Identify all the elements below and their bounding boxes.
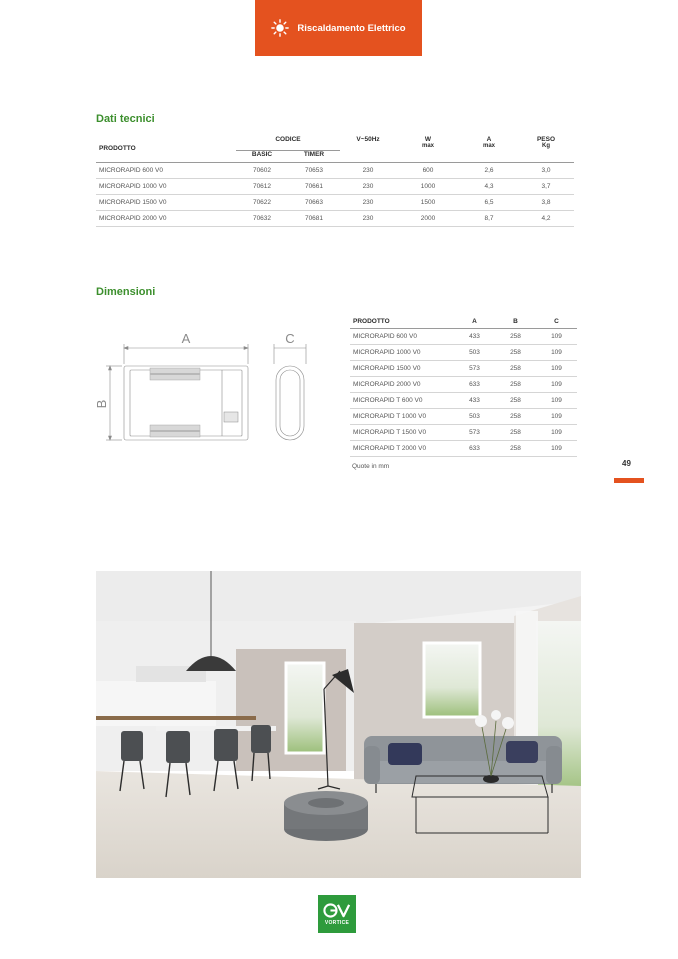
cell-b: 258 <box>495 392 536 408</box>
vortice-logo-mark <box>323 902 351 919</box>
col-header-ampere <box>460 136 518 162</box>
tech-data-table <box>96 136 574 227</box>
cell-a: 573 <box>454 424 495 440</box>
cell-product: MICRORAPID 2000 V0 <box>350 376 454 392</box>
drawing-label-b: B <box>94 399 109 409</box>
col-header-watt <box>396 136 460 162</box>
table-row <box>96 178 574 194</box>
table-row <box>350 360 577 376</box>
cell-a: 433 <box>454 392 495 408</box>
dim-col-header-b: B <box>495 316 536 328</box>
cell-product: MICRORAPID T 2000 V0 <box>350 440 454 456</box>
table-row <box>350 440 577 456</box>
col-header-voltage: V~50Hz <box>340 136 396 162</box>
col-header-watt-sub: max <box>421 143 434 149</box>
dim-col-header-a: A <box>454 316 495 328</box>
cell-watt: 1000 <box>396 178 460 194</box>
table-row <box>350 424 577 440</box>
cell-a: 503 <box>454 408 495 424</box>
cell-c: 109 <box>536 424 577 440</box>
cell-voltage: 230 <box>340 194 396 210</box>
cell-b: 258 <box>495 440 536 456</box>
cell-product: MICRORAPID 1000 V0 <box>350 344 454 360</box>
cell-product: MICRORAPID T 1000 V0 <box>350 408 454 424</box>
dim-col-header-product: PRODOTTO <box>350 316 454 328</box>
vortice-logo <box>318 895 356 933</box>
cell-a: 633 <box>454 440 495 456</box>
dimension-drawing <box>96 328 316 448</box>
cell-basic: 70632 <box>236 210 288 226</box>
cell-b: 258 <box>495 360 536 376</box>
cell-watt: 1500 <box>396 194 460 210</box>
drawing-label-a: A <box>181 331 191 346</box>
table-row <box>350 376 577 392</box>
col-header-ampere-sub: max <box>482 143 495 149</box>
col-header-code: CODICE <box>236 136 340 150</box>
cell-ampere: 4,3 <box>460 178 518 194</box>
cell-c: 109 <box>536 360 577 376</box>
table-row <box>350 328 577 344</box>
cell-product: MICRORAPID 1000 V0 <box>96 178 236 194</box>
cell-basic: 70612 <box>236 178 288 194</box>
cell-product: MICRORAPID T 600 V0 <box>350 392 454 408</box>
cell-a: 633 <box>454 376 495 392</box>
cell-weight: 3,0 <box>518 162 574 178</box>
cell-c: 109 <box>536 440 577 456</box>
cell-watt: 2000 <box>396 210 460 226</box>
cell-basic: 70622 <box>236 194 288 210</box>
cell-c: 109 <box>536 344 577 360</box>
dimensions-note: Quote in mm <box>352 463 390 470</box>
col-header-ampere-label: A <box>486 136 492 143</box>
cell-basic: 70602 <box>236 162 288 178</box>
cell-b: 258 <box>495 344 536 360</box>
cell-c: 109 <box>536 376 577 392</box>
cell-b: 258 <box>495 376 536 392</box>
col-header-watt-label: W <box>424 136 432 143</box>
cell-timer: 70653 <box>288 162 340 178</box>
cell-voltage: 230 <box>340 178 396 194</box>
page-number: 49 <box>622 459 631 468</box>
cell-c: 109 <box>536 392 577 408</box>
cell-b: 258 <box>495 408 536 424</box>
cell-a: 573 <box>454 360 495 376</box>
dimensions-title: Dimensioni <box>96 286 156 298</box>
vortice-logo-text: VORTICE <box>324 920 350 926</box>
col-header-product: PRODOTTO <box>96 136 236 162</box>
table-row <box>96 162 574 178</box>
col-header-basic: BASIC <box>236 150 288 162</box>
cell-product: MICRORAPID 1500 V0 <box>96 194 236 210</box>
cell-voltage: 230 <box>340 162 396 178</box>
cell-product: MICRORAPID 2000 V0 <box>96 210 236 226</box>
cell-ampere: 6,5 <box>460 194 518 210</box>
col-header-weight-label: PESO <box>536 136 556 143</box>
table-row <box>350 344 577 360</box>
cell-watt: 600 <box>396 162 460 178</box>
cell-voltage: 230 <box>340 210 396 226</box>
table-row <box>350 392 577 408</box>
drawing-label-c: C <box>285 331 295 346</box>
cell-c: 109 <box>536 408 577 424</box>
cell-weight: 4,2 <box>518 210 574 226</box>
table-row <box>96 194 574 210</box>
dim-col-header-c: C <box>536 316 577 328</box>
col-header-weight-sub: Kg <box>542 143 550 149</box>
cell-b: 258 <box>495 328 536 344</box>
cell-weight: 3,8 <box>518 194 574 210</box>
table-row <box>96 210 574 226</box>
dimensions-table <box>350 316 577 457</box>
cell-a: 433 <box>454 328 495 344</box>
cell-timer: 70663 <box>288 194 340 210</box>
section-header-tab <box>255 0 422 56</box>
cell-product: MICRORAPID 600 V0 <box>350 328 454 344</box>
cell-timer: 70661 <box>288 178 340 194</box>
cell-timer: 70681 <box>288 210 340 226</box>
section-header-title: Riscaldamento Elettrico <box>297 22 406 34</box>
sun-icon <box>271 19 289 37</box>
cell-product: MICRORAPID 600 V0 <box>96 162 236 178</box>
col-header-timer: TIMER <box>288 150 340 162</box>
interior-photo <box>96 571 581 878</box>
cell-product: MICRORAPID T 1500 V0 <box>350 424 454 440</box>
cell-ampere: 2,6 <box>460 162 518 178</box>
cell-ampere: 8,7 <box>460 210 518 226</box>
cell-product: MICRORAPID 1500 V0 <box>350 360 454 376</box>
page-number-bar <box>614 478 644 483</box>
cell-c: 109 <box>536 328 577 344</box>
tech-data-title: Dati tecnici <box>96 113 155 125</box>
cell-a: 503 <box>454 344 495 360</box>
col-header-weight <box>518 136 574 162</box>
cell-weight: 3,7 <box>518 178 574 194</box>
cell-b: 258 <box>495 424 536 440</box>
table-row <box>350 408 577 424</box>
